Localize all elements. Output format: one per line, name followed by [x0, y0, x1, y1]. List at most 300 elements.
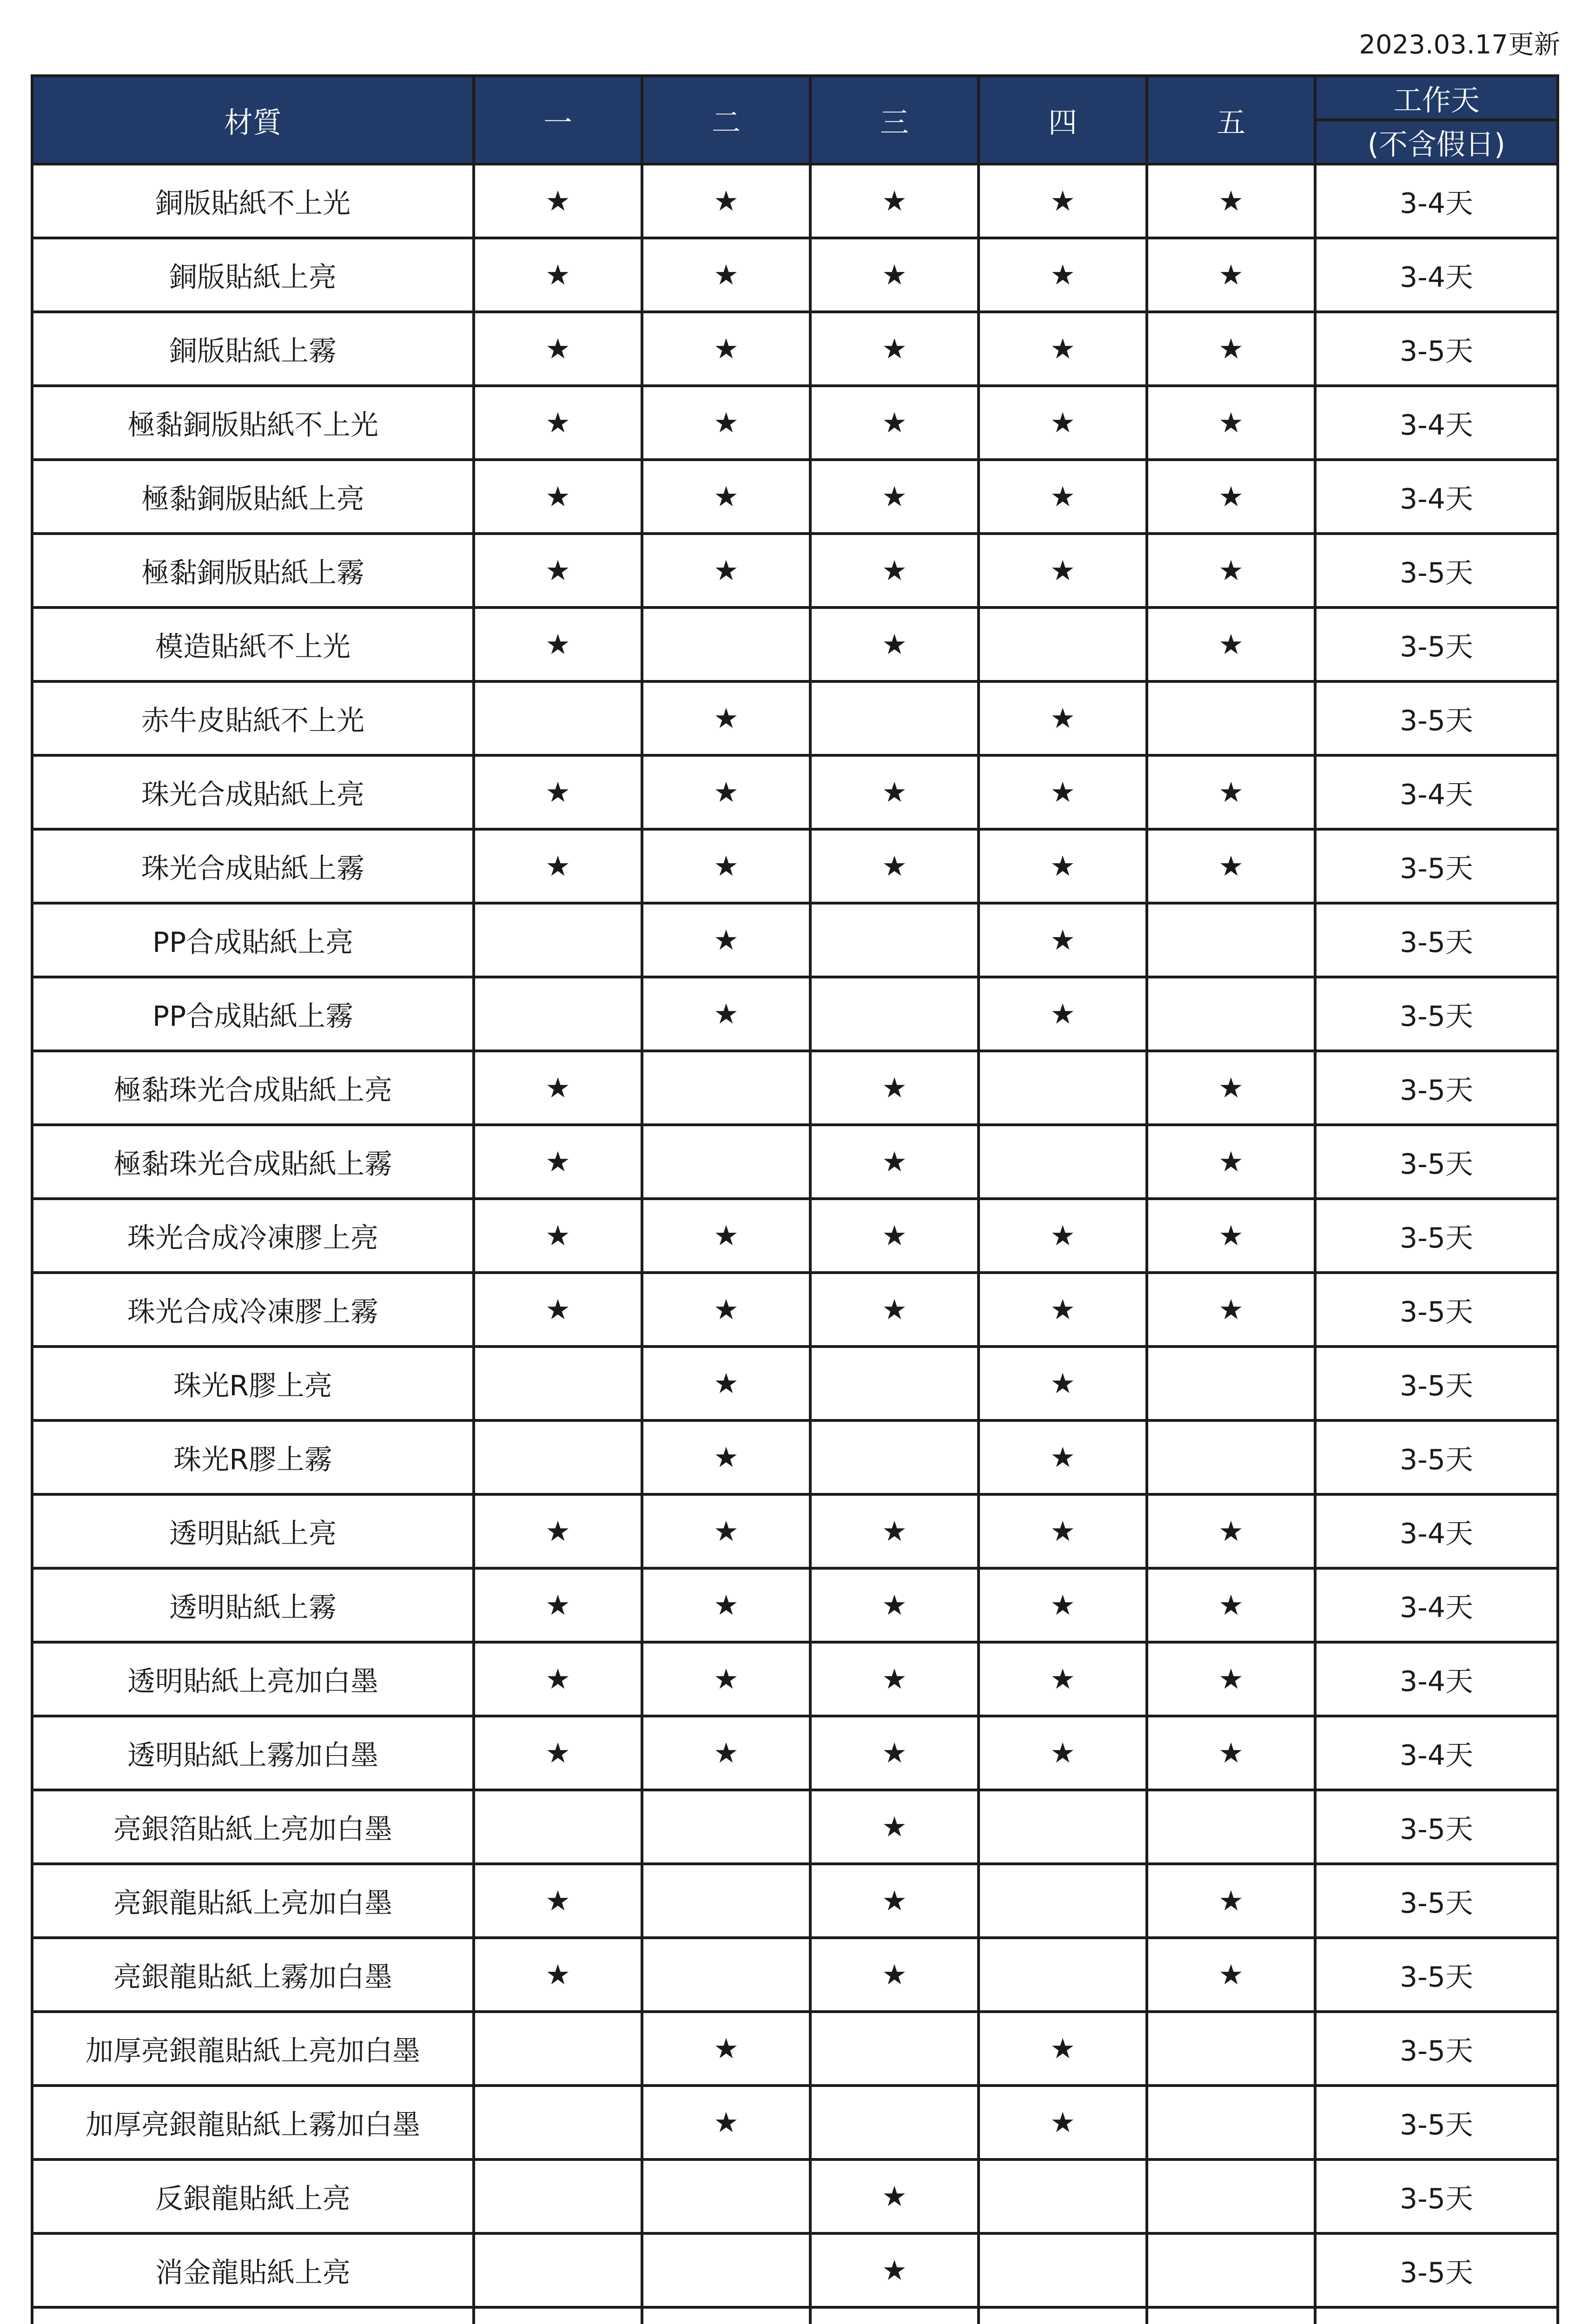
day-3-cell	[810, 1420, 979, 1494]
star-icon: ★	[714, 1663, 739, 1696]
table-row	[32, 2307, 1558, 2324]
day-3-cell	[810, 238, 979, 312]
day-4-cell	[979, 977, 1147, 1051]
day-1-cell	[474, 2307, 642, 2324]
day-3-cell	[810, 1716, 979, 1790]
day-5-cell	[1147, 386, 1315, 460]
day-3-cell	[810, 2307, 979, 2324]
material-name: 極黏銅版貼紙不上光	[32, 386, 474, 460]
day-5-cell	[1147, 1938, 1315, 2012]
star-icon: ★	[545, 1884, 570, 1917]
day-3-cell	[810, 1864, 979, 1938]
day-3-cell	[810, 2012, 979, 2086]
lead-time: 3-5天	[1315, 607, 1558, 681]
day-5-cell	[1147, 460, 1315, 534]
lead-time: 3-5天	[1315, 1938, 1558, 2012]
day-1-cell	[474, 1642, 642, 1716]
star-icon: ★	[1218, 1071, 1244, 1104]
day-2-cell	[642, 1716, 810, 1790]
material-name: 亮銀箔貼紙上亮加白墨	[32, 1790, 474, 1864]
day-2-cell	[642, 2012, 810, 2086]
day-4-cell	[979, 607, 1147, 681]
table-row	[32, 386, 1558, 460]
day-5-cell	[1147, 1864, 1315, 1938]
star-icon: ★	[1050, 1515, 1075, 1548]
day-5-cell	[1147, 2233, 1315, 2307]
lead-time: 3-5天	[1315, 1125, 1558, 1199]
lead-time: 3-4天	[1315, 1494, 1558, 1568]
material-name: 銅版貼紙上霧	[32, 312, 474, 386]
star-icon: ★	[882, 1145, 907, 1178]
star-icon: ★	[882, 1810, 907, 1843]
day-2-cell	[642, 1494, 810, 1568]
lead-time: 3-5天	[1315, 2159, 1558, 2233]
lead-time: 3-4天	[1315, 1716, 1558, 1790]
day-3-cell	[810, 312, 979, 386]
lead-time: 3-5天	[1315, 2086, 1558, 2159]
lead-time: 3-4天	[1315, 238, 1558, 312]
lead-time: 3-5天	[1315, 681, 1558, 755]
table-row	[32, 1273, 1558, 1347]
star-icon: ★	[714, 332, 739, 365]
star-icon: ★	[1050, 1663, 1075, 1696]
star-icon: ★	[545, 554, 570, 587]
star-icon: ★	[1218, 628, 1244, 661]
day-2-cell	[642, 1125, 810, 1199]
star-icon: ★	[1218, 1293, 1244, 1326]
star-icon: ★	[882, 1736, 907, 1769]
day-4-cell	[979, 312, 1147, 386]
material-name: 珠光R膠上亮	[32, 1347, 474, 1420]
table-row	[32, 1716, 1558, 1790]
lead-time: 3-5天	[1315, 829, 1558, 903]
day-3-cell	[810, 755, 979, 829]
day-5-cell	[1147, 2307, 1315, 2324]
material-name: 極黏銅版貼紙上霧	[32, 534, 474, 607]
day-4-cell	[979, 1568, 1147, 1642]
day-4-cell	[979, 1790, 1147, 1864]
day-5-cell	[1147, 1199, 1315, 1273]
day-5-cell	[1147, 755, 1315, 829]
header-material: 材質	[32, 76, 474, 164]
day-1-cell	[474, 1347, 642, 1420]
table-row	[32, 755, 1558, 829]
star-icon: ★	[882, 2180, 907, 2213]
day-4-cell	[979, 1199, 1147, 1273]
day-3-cell	[810, 829, 979, 903]
lead-time: 3-4天	[1315, 1568, 1558, 1642]
header-day-5: 五	[1147, 76, 1315, 164]
day-5-cell	[1147, 1051, 1315, 1125]
star-icon: ★	[714, 1589, 739, 1622]
table-row	[32, 607, 1558, 681]
day-5-cell	[1147, 607, 1315, 681]
day-1-cell	[474, 2159, 642, 2233]
header-workdays: 工作天	[1315, 76, 1558, 120]
table-row	[32, 1790, 1558, 1864]
day-2-cell	[642, 1642, 810, 1716]
lead-time: 3-5天	[1315, 1199, 1558, 1273]
table-row	[32, 829, 1558, 903]
star-icon: ★	[882, 850, 907, 883]
star-icon: ★	[714, 702, 739, 735]
day-5-cell	[1147, 829, 1315, 903]
star-icon: ★	[882, 554, 907, 587]
star-icon: ★	[1050, 924, 1075, 957]
table-row	[32, 681, 1558, 755]
material-name: 珠光R膠上霧	[32, 1420, 474, 1494]
day-4-cell	[979, 1642, 1147, 1716]
material-name: 消金龍貼紙上亮	[32, 2233, 474, 2307]
day-1-cell	[474, 1568, 642, 1642]
material-name: 加厚亮銀龍貼紙上霧加白墨	[32, 2086, 474, 2159]
lead-time: 3-5天	[1315, 977, 1558, 1051]
star-icon: ★	[714, 2032, 739, 2065]
day-3-cell	[810, 2233, 979, 2307]
header-day-2: 二	[642, 76, 810, 164]
day-1-cell	[474, 1790, 642, 1864]
day-5-cell	[1147, 1642, 1315, 1716]
material-name: 極黏珠光合成貼紙上霧	[32, 1125, 474, 1199]
star-icon: ★	[1218, 1219, 1244, 1252]
day-4-cell	[979, 755, 1147, 829]
table-row	[32, 164, 1558, 238]
day-2-cell	[642, 1347, 810, 1420]
lead-time: 3-5天	[1315, 1051, 1558, 1125]
star-icon: ★	[882, 1589, 907, 1622]
material-name: 亮銀龍貼紙上亮加白墨	[32, 1864, 474, 1938]
star-icon: ★	[882, 185, 907, 218]
star-icon: ★	[714, 1441, 739, 1474]
star-icon: ★	[1050, 776, 1075, 809]
day-3-cell	[810, 386, 979, 460]
star-icon: ★	[1050, 2032, 1075, 2065]
day-1-cell	[474, 1125, 642, 1199]
day-5-cell	[1147, 2159, 1315, 2233]
lead-time: 3-5天	[1315, 903, 1558, 977]
day-1-cell	[474, 534, 642, 607]
day-3-cell	[810, 1347, 979, 1420]
day-4-cell	[979, 2159, 1147, 2233]
day-5-cell	[1147, 1494, 1315, 1568]
day-2-cell	[642, 903, 810, 977]
table-row	[32, 1051, 1558, 1125]
lead-time: 3-4天	[1315, 460, 1558, 534]
material-name: 反銀龍貼紙上亮	[32, 2159, 474, 2233]
star-icon: ★	[714, 554, 739, 587]
star-icon: ★	[1050, 1589, 1075, 1622]
table-row	[32, 1125, 1558, 1199]
star-icon: ★	[545, 406, 570, 439]
day-5-cell	[1147, 2012, 1315, 2086]
day-2-cell	[642, 1568, 810, 1642]
day-2-cell	[642, 1420, 810, 1494]
table-row	[32, 1568, 1558, 1642]
star-icon: ★	[882, 258, 907, 291]
day-4-cell	[979, 1420, 1147, 1494]
day-3-cell	[810, 1568, 979, 1642]
day-1-cell	[474, 460, 642, 534]
star-icon: ★	[1050, 1367, 1075, 1400]
day-5-cell	[1147, 1347, 1315, 1420]
day-1-cell	[474, 1494, 642, 1568]
day-2-cell	[642, 164, 810, 238]
day-4-cell	[979, 1716, 1147, 1790]
day-3-cell	[810, 164, 979, 238]
day-2-cell	[642, 312, 810, 386]
star-icon: ★	[1218, 1736, 1244, 1769]
day-1-cell	[474, 2233, 642, 2307]
day-5-cell	[1147, 977, 1315, 1051]
star-icon: ★	[545, 628, 570, 661]
material-name: PP合成貼紙上霧	[32, 977, 474, 1051]
star-icon: ★	[882, 332, 907, 365]
star-icon: ★	[1218, 480, 1244, 513]
day-5-cell	[1147, 681, 1315, 755]
day-4-cell	[979, 1051, 1147, 1125]
star-icon: ★	[882, 1958, 907, 1991]
day-1-cell	[474, 2086, 642, 2159]
star-icon: ★	[545, 1145, 570, 1178]
material-name: 珠光合成冷凍膠上霧	[32, 1273, 474, 1347]
day-2-cell	[642, 681, 810, 755]
day-1-cell	[474, 755, 642, 829]
star-icon: ★	[1050, 702, 1075, 735]
star-icon: ★	[714, 1736, 739, 1769]
day-2-cell	[642, 1051, 810, 1125]
day-1-cell	[474, 1938, 642, 2012]
star-icon: ★	[1050, 554, 1075, 587]
table-body	[32, 164, 1558, 2324]
day-4-cell	[979, 2233, 1147, 2307]
star-icon: ★	[714, 1219, 739, 1252]
day-1-cell	[474, 829, 642, 903]
day-1-cell	[474, 238, 642, 312]
table-row	[32, 1199, 1558, 1273]
lead-time	[1315, 2307, 1558, 2324]
table-row	[32, 1347, 1558, 1420]
star-icon: ★	[545, 1515, 570, 1548]
day-2-cell	[642, 1864, 810, 1938]
star-icon: ★	[1218, 1145, 1244, 1178]
table-row	[32, 2012, 1558, 2086]
day-3-cell	[810, 2159, 979, 2233]
day-3-cell	[810, 1273, 979, 1347]
star-icon: ★	[714, 480, 739, 513]
day-4-cell	[979, 1125, 1147, 1199]
star-icon: ★	[714, 1367, 739, 1400]
table-row	[32, 1864, 1558, 1938]
header-day-3: 三	[810, 76, 979, 164]
star-icon: ★	[545, 776, 570, 809]
day-2-cell	[642, 977, 810, 1051]
table-row	[32, 534, 1558, 607]
material-name: 透明貼紙上亮加白墨	[32, 1642, 474, 1716]
star-icon: ★	[545, 1589, 570, 1622]
table-row	[32, 460, 1558, 534]
material-name: 透明貼紙上霧加白墨	[32, 1716, 474, 1790]
star-icon: ★	[1218, 850, 1244, 883]
day-2-cell	[642, 1273, 810, 1347]
day-3-cell	[810, 1051, 979, 1125]
day-4-cell	[979, 2307, 1147, 2324]
star-icon: ★	[882, 1884, 907, 1917]
update-date: 2023.03.17更新	[1359, 30, 1560, 60]
material-name: 透明貼紙上霧	[32, 1568, 474, 1642]
star-icon: ★	[882, 1515, 907, 1548]
day-4-cell	[979, 1347, 1147, 1420]
day-4-cell	[979, 460, 1147, 534]
day-1-cell	[474, 1864, 642, 1938]
day-4-cell	[979, 1494, 1147, 1568]
day-3-cell	[810, 2086, 979, 2159]
star-icon: ★	[882, 1071, 907, 1104]
lead-time: 3-4天	[1315, 1642, 1558, 1716]
material-name: 銅版貼紙上亮	[32, 238, 474, 312]
star-icon: ★	[545, 185, 570, 218]
table-row	[32, 1642, 1558, 1716]
star-icon: ★	[545, 1293, 570, 1326]
star-icon: ★	[1050, 480, 1075, 513]
star-icon: ★	[545, 1663, 570, 1696]
header-day-4: 四	[979, 76, 1147, 164]
day-5-cell	[1147, 903, 1315, 977]
day-4-cell	[979, 2086, 1147, 2159]
star-icon: ★	[714, 850, 739, 883]
star-icon: ★	[1050, 2106, 1075, 2139]
day-4-cell	[979, 903, 1147, 977]
day-1-cell	[474, 1051, 642, 1125]
day-1-cell	[474, 1199, 642, 1273]
day-1-cell	[474, 1716, 642, 1790]
star-icon: ★	[1218, 332, 1244, 365]
star-icon: ★	[1050, 406, 1075, 439]
day-5-cell	[1147, 1790, 1315, 1864]
day-3-cell	[810, 1199, 979, 1273]
table-header	[32, 76, 1558, 164]
star-icon: ★	[882, 776, 907, 809]
star-icon: ★	[1218, 1515, 1244, 1548]
star-icon: ★	[545, 1736, 570, 1769]
day-5-cell	[1147, 2086, 1315, 2159]
lead-time: 3-5天	[1315, 1347, 1558, 1420]
day-2-cell	[642, 607, 810, 681]
header-day-1: 一	[474, 76, 642, 164]
day-2-cell	[642, 829, 810, 903]
star-icon: ★	[1050, 1441, 1075, 1474]
day-4-cell	[979, 1864, 1147, 1938]
day-1-cell	[474, 164, 642, 238]
day-5-cell	[1147, 1273, 1315, 1347]
star-icon: ★	[882, 480, 907, 513]
star-icon: ★	[882, 1293, 907, 1326]
star-icon: ★	[714, 1515, 739, 1548]
day-1-cell	[474, 1273, 642, 1347]
day-2-cell	[642, 755, 810, 829]
day-3-cell	[810, 1642, 979, 1716]
day-3-cell	[810, 460, 979, 534]
day-2-cell	[642, 1199, 810, 1273]
material-name	[32, 2307, 474, 2324]
day-3-cell	[810, 681, 979, 755]
star-icon: ★	[1218, 1958, 1244, 1991]
day-1-cell	[474, 977, 642, 1051]
material-name: 透明貼紙上亮	[32, 1494, 474, 1568]
star-icon: ★	[1218, 1884, 1244, 1917]
lead-time: 3-5天	[1315, 1790, 1558, 1864]
star-icon: ★	[545, 258, 570, 291]
day-4-cell	[979, 534, 1147, 607]
day-3-cell	[810, 607, 979, 681]
material-name: 極黏銅版貼紙上亮	[32, 460, 474, 534]
star-icon: ★	[545, 1071, 570, 1104]
star-icon: ★	[1218, 1663, 1244, 1696]
day-2-cell	[642, 1938, 810, 2012]
day-3-cell	[810, 977, 979, 1051]
table-row	[32, 2159, 1558, 2233]
material-name: 赤牛皮貼紙不上光	[32, 681, 474, 755]
day-5-cell	[1147, 534, 1315, 607]
table-row	[32, 1420, 1558, 1494]
star-icon: ★	[882, 406, 907, 439]
star-icon: ★	[1050, 258, 1075, 291]
star-icon: ★	[714, 185, 739, 218]
star-icon: ★	[1218, 776, 1244, 809]
lead-time: 3-5天	[1315, 1864, 1558, 1938]
lead-time: 3-4天	[1315, 386, 1558, 460]
star-icon: ★	[714, 776, 739, 809]
day-2-cell	[642, 2086, 810, 2159]
table-row	[32, 238, 1558, 312]
material-name: PP合成貼紙上亮	[32, 903, 474, 977]
star-icon: ★	[882, 628, 907, 661]
day-3-cell	[810, 903, 979, 977]
star-icon: ★	[1050, 332, 1075, 365]
star-icon: ★	[545, 850, 570, 883]
day-4-cell	[979, 681, 1147, 755]
day-1-cell	[474, 681, 642, 755]
day-2-cell	[642, 460, 810, 534]
star-icon: ★	[1218, 1589, 1244, 1622]
star-icon: ★	[882, 1219, 907, 1252]
day-4-cell	[979, 386, 1147, 460]
star-icon: ★	[714, 997, 739, 1030]
star-icon: ★	[1050, 1293, 1075, 1326]
lead-time: 3-5天	[1315, 2012, 1558, 2086]
star-icon: ★	[1050, 1219, 1075, 1252]
day-5-cell	[1147, 1716, 1315, 1790]
star-icon: ★	[1050, 185, 1075, 218]
material-name: 珠光合成貼紙上亮	[32, 755, 474, 829]
lead-time: 3-5天	[1315, 2233, 1558, 2307]
lead-time: 3-5天	[1315, 1273, 1558, 1347]
day-3-cell	[810, 1938, 979, 2012]
material-name: 亮銀龍貼紙上霧加白墨	[32, 1938, 474, 2012]
day-4-cell	[979, 164, 1147, 238]
day-3-cell	[810, 1125, 979, 1199]
day-4-cell	[979, 2012, 1147, 2086]
lead-time: 3-4天	[1315, 164, 1558, 238]
star-icon: ★	[714, 258, 739, 291]
production-schedule-table	[31, 74, 1559, 2324]
day-2-cell	[642, 238, 810, 312]
day-5-cell	[1147, 312, 1315, 386]
day-3-cell	[810, 1494, 979, 1568]
material-name: 珠光合成貼紙上霧	[32, 829, 474, 903]
day-4-cell	[979, 1938, 1147, 2012]
star-icon: ★	[545, 480, 570, 513]
star-icon: ★	[1050, 997, 1075, 1030]
